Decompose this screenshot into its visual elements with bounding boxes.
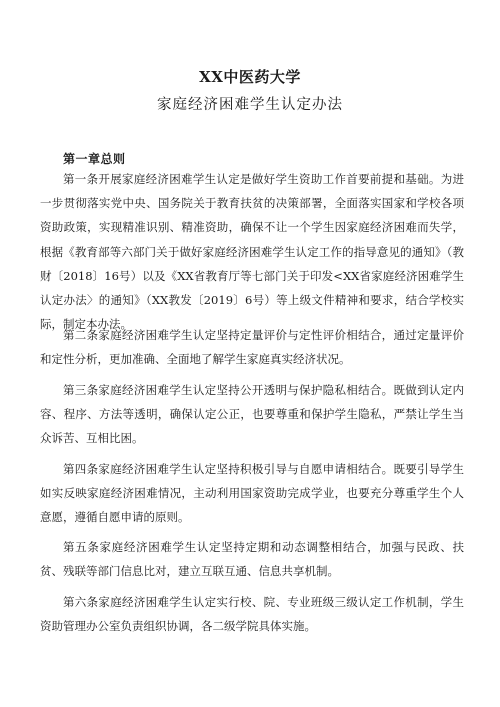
document-title-university: XX中医药大学 <box>199 68 301 86</box>
article-3: 第三条家庭经济困难学生认定坚持公开透明与保护隐私相结合。既做到认定内容、程序、方法等透明，确保认定公正，也要尊重和保护学生隐私，严禁让学生当众诉苦、互相比困。 <box>40 383 464 446</box>
article-5: 第五条家庭经济困难学生认定坚持定期和动态调整相结合，加强与民政、扶贫、残联等部门信息比对，建立互联互通、信息共享机制。 <box>40 540 464 579</box>
article-4: 第四条家庭经济困难学生认定坚持积极引导与自愿申请相结合。既要引导学生如实反映家庭经济困难情况，主动利用国家资助完成学业，也要充分尊重学生个人意愿，遵循自愿申请的原则。 <box>40 462 464 525</box>
article-2: 第二条家庭经济困难学生认定坚持定量评价与定性评价相结合，通过定量评价和定性分析，更加准确、全面地了解学生家庭真实经济状况。 <box>40 328 464 367</box>
article-1: 第一条开展家庭经济困难学生认定是做好学生资助工作首要前提和基础。为进一步贯彻落实党中央、国务院关于教育扶贫的决策部署，全面落实国家和学校各项资助政策，实现精准识别、精准资助，确保不让一个学生因家庭经济困难而失学，根据《教育部等六部门关于做好家庭经济困难学生认定工作的指导意见的通知》（教财〔2018〕16号）以及《XX省教育厅等七部门关于印发<XX省家庭经济困难学生认定办法〉的通知》（XX教发〔2019〕6号）等上级文件精神和要求，结合学校实际，制定本办法。 <box>40 172 464 332</box>
article-6: 第六条家庭经济困难学生认定实行校、院、专业班级三级认定工作机制，学生资助管理办公室负责组织协调，各二级学院具体实施。 <box>40 595 464 634</box>
document-title-policy: 家庭经济困难学生认定办法 <box>157 97 343 113</box>
chapter-heading: 第一章总则 <box>63 152 126 166</box>
